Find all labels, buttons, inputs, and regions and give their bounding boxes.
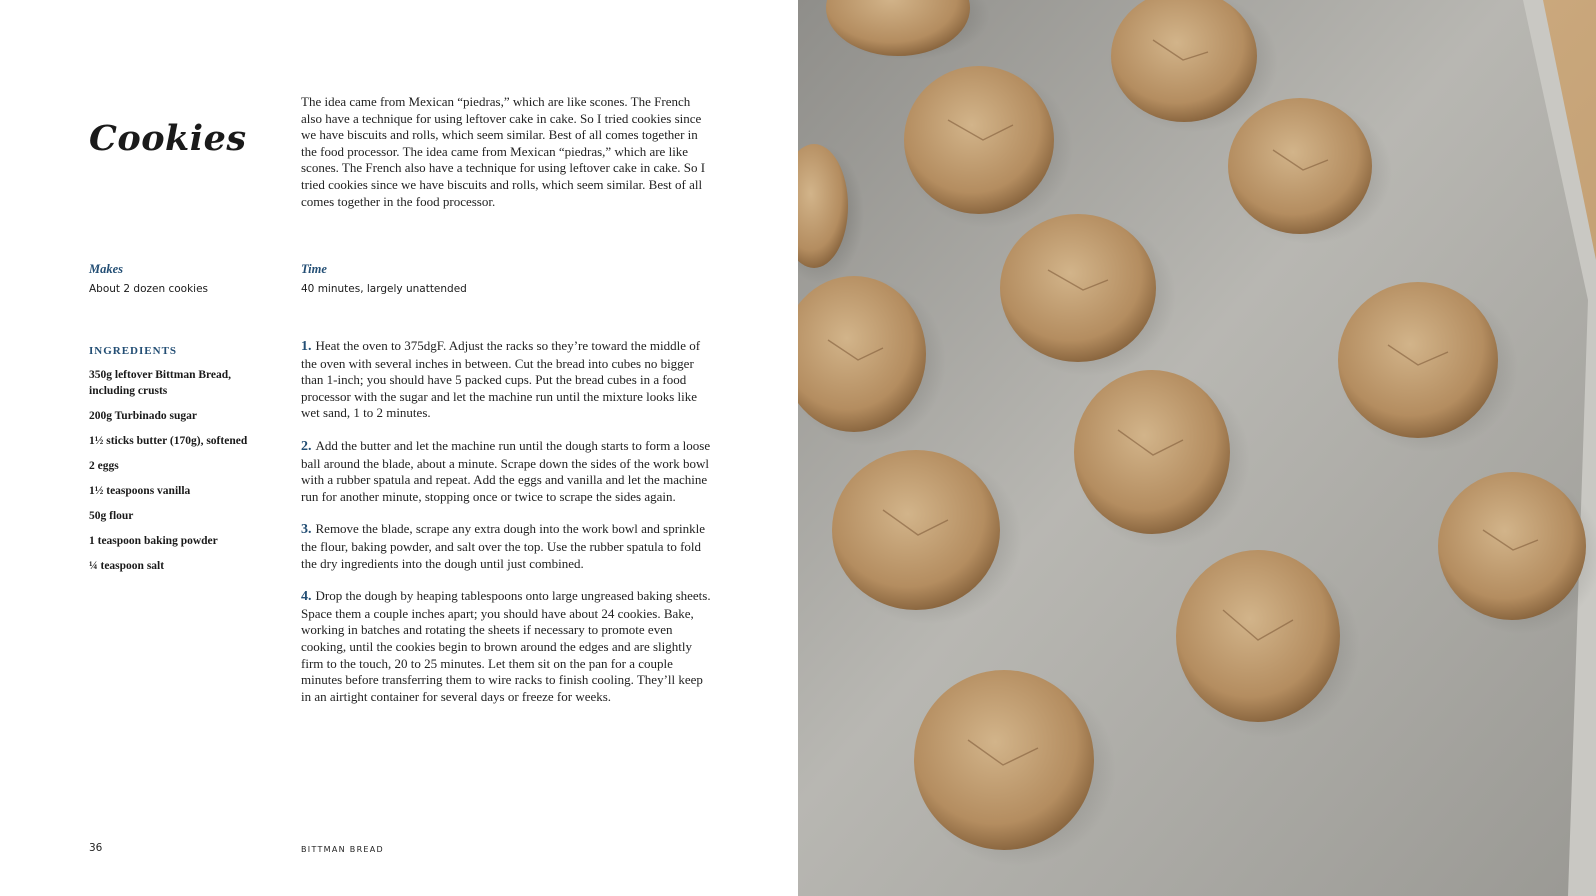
running-footer: BITTMAN BREAD xyxy=(301,845,385,854)
step-number: 2. xyxy=(301,438,312,454)
method-step xyxy=(301,338,711,422)
step-number: 1. xyxy=(301,339,312,354)
step-text: Add the butter and let the machine run until the dough starts to form a loose ball around the blade, about a minute. Scrape down the sides of the work bowl with a rubber spatula and repeat. Add the eggs and vanilla and let the machine run for another minute, stopping once or twice to scrape the sides again. xyxy=(301,437,711,504)
ingredients-heading: INGREDIENTS xyxy=(89,345,178,357)
method-steps xyxy=(301,338,711,721)
ingredient-item: 1 teaspoon baking powder xyxy=(89,534,218,547)
cookies-on-tray-illustration xyxy=(798,0,1596,896)
step-number: 3. xyxy=(301,522,312,538)
step-text: Remove the blade, scrape any extra dough into the work bowl and sprinkle the flour, baking powder, and salt over the top. Use the rubber spatula to fold the dry ingredients into the dough until just combined. xyxy=(301,521,706,571)
ingredient-item: ¼ teaspoon salt xyxy=(89,559,165,572)
method-step xyxy=(301,521,711,572)
method-step xyxy=(301,438,711,505)
ingredient-item: 1½ sticks butter (170g), softened xyxy=(89,434,248,447)
recipe-intro: The idea came from Mexican “piedras,” which are like scones. The French also have a technique for using leftover cake in cake. So I tried cookies since we have biscuits and rolls, which seem similar. Best of all comes together in the food processor. The idea came from Mexican “piedras,” which are like scones. The French also have a technique for using leftover cake in cake. So I tried cookies since we have biscuits and rolls, which seem similar. Best of all comes together in the food processor. xyxy=(301,94,706,209)
step-text: Drop the dough by heaping tablespoons onto large ungreased baking sheets. Space them a couple inches apart; you should have about 24 cookies. Bake, working in batches and rotating the sheets if necessary to promote even cooking, until the cookies begin to brown around the edges and are slightly firm to the touch, 20 to 25 minutes. Let them sit on the pan for a couple minutes before transferring them to wire racks to finish cooling. They’ll keep in an airtight container for several days or freeze for weeks. xyxy=(301,588,711,704)
cookies-photo xyxy=(798,0,1596,896)
recipe-title: Cookies xyxy=(89,118,247,159)
method-step xyxy=(301,588,711,705)
page-number: 36 xyxy=(89,842,103,854)
ingredient-item: 200g Turbinado sugar xyxy=(89,409,198,422)
makes-label: Makes xyxy=(89,262,124,276)
ingredient-item: 350g leftover Bittman Bread, including crusts xyxy=(89,369,232,397)
step-text: Heat the oven to 375dgF. Adjust the racks so they’re toward the middle of the oven with several inches in between. Cut the bread into cubes no bigger than 1-inch; you should have 5 packed cups. Put the bread cubes in a food processor with the sugar and let the machine run until the mixture looks like wet sand, 1 to 2 minutes. xyxy=(301,338,701,421)
makes-value: About 2 dozen cookies xyxy=(89,283,209,295)
ingredient-item: 50g flour xyxy=(89,509,134,522)
ingredient-item: 2 eggs xyxy=(89,459,119,472)
ingredient-item: 1½ teaspoons vanilla xyxy=(89,484,191,497)
ingredients-list xyxy=(89,368,279,584)
step-number: 4. xyxy=(301,589,312,605)
time-label: Time xyxy=(301,262,327,276)
time-value: 40 minutes, largely unattended xyxy=(301,283,467,295)
